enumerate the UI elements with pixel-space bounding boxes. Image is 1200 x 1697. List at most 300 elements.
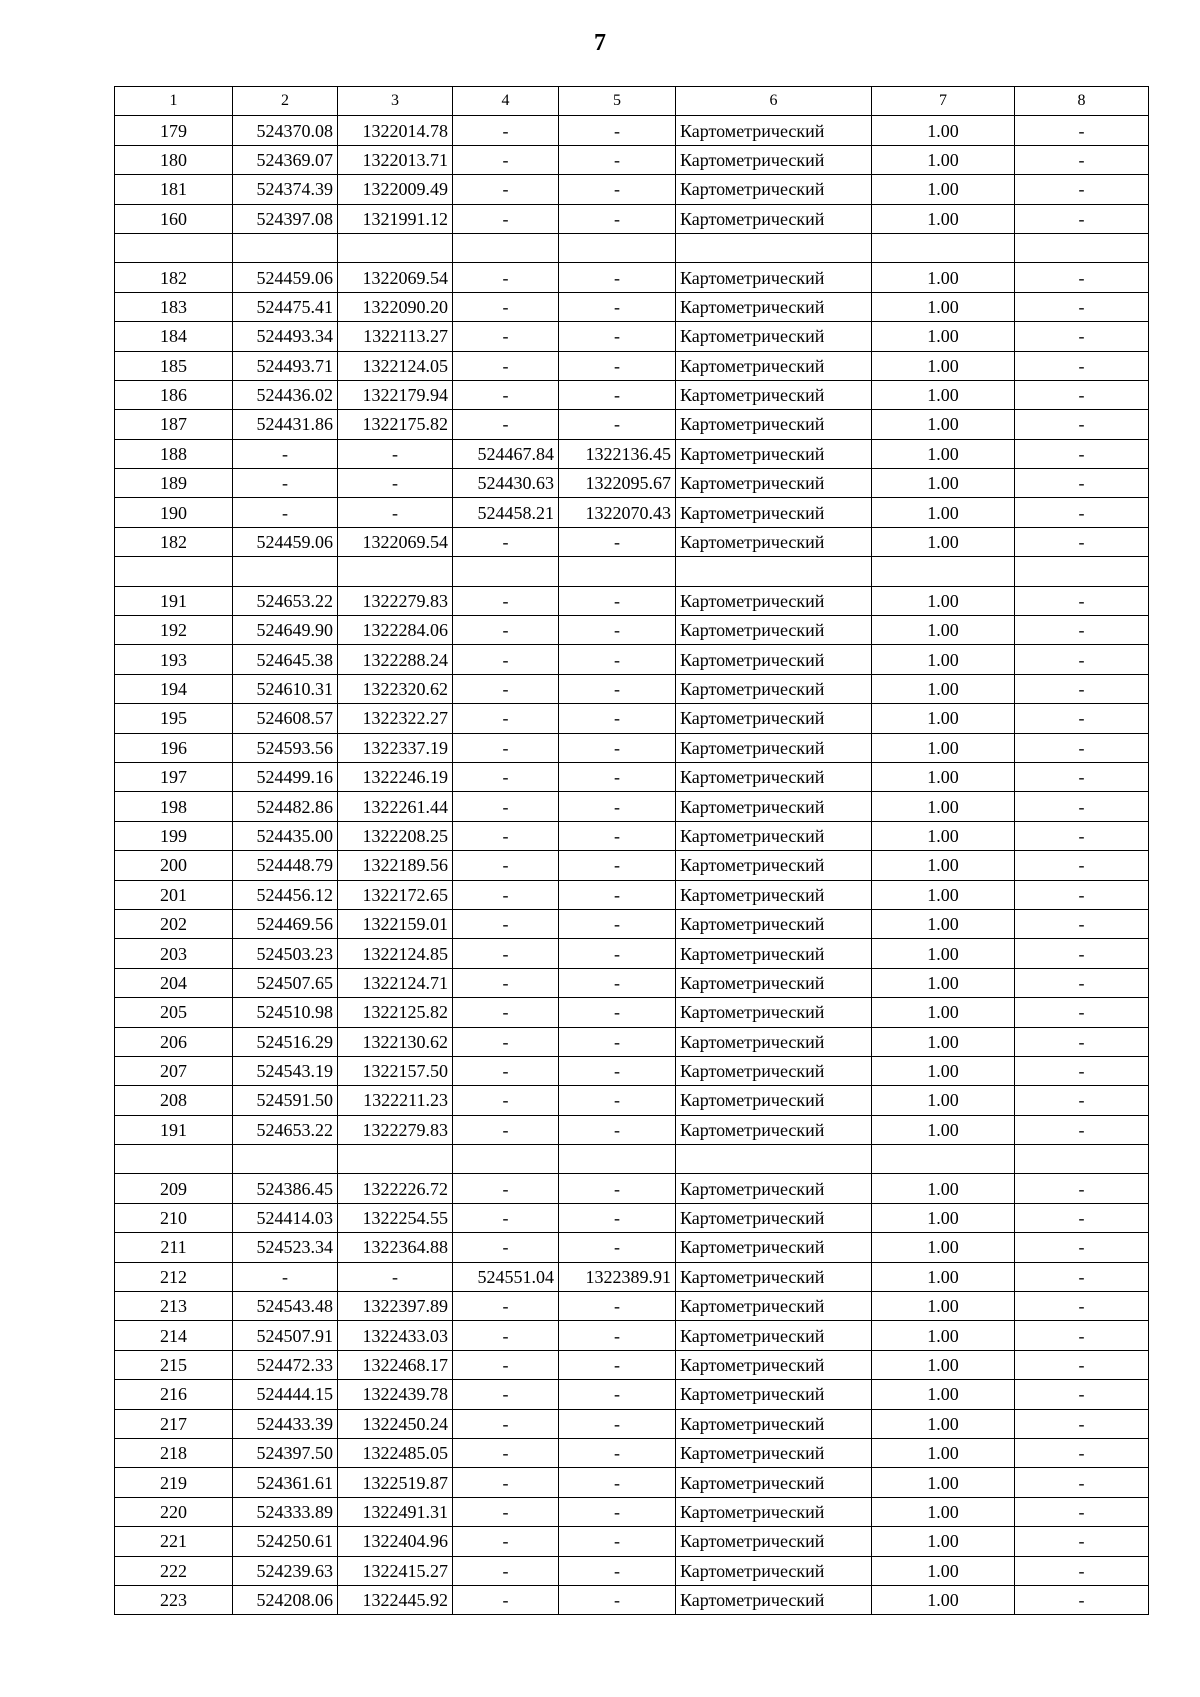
accuracy-cell: 1.00: [872, 909, 1015, 938]
y-coordinate-alt-cell: -: [559, 821, 676, 850]
table-row: [115, 1556, 1149, 1585]
point-number-cell: 202: [115, 909, 233, 938]
y-coordinate-cell: 1322364.88: [338, 1233, 453, 1262]
point-number-cell: 189: [115, 469, 233, 498]
point-number-cell: 205: [115, 998, 233, 1027]
x-coordinate-alt-cell: 524467.84: [453, 439, 559, 468]
note-cell: -: [1015, 1409, 1149, 1438]
table-row: [115, 1262, 1149, 1291]
y-coordinate-cell: [338, 557, 453, 586]
table-row: [115, 616, 1149, 645]
table-row: [115, 733, 1149, 762]
method-cell: Картометрический: [676, 351, 872, 380]
x-coordinate-alt-cell: -: [453, 968, 559, 997]
method-cell: Картометрический: [676, 762, 872, 791]
point-number-cell: 199: [115, 821, 233, 850]
accuracy-cell: 1.00: [872, 968, 1015, 997]
accuracy-cell: 1.00: [872, 322, 1015, 351]
y-coordinate-alt-cell: -: [559, 1027, 676, 1056]
accuracy-cell: 1.00: [872, 1056, 1015, 1085]
x-coordinate-cell: -: [233, 439, 338, 468]
method-cell: Картометрический: [676, 1556, 872, 1585]
y-coordinate-cell: 1322130.62: [338, 1027, 453, 1056]
note-cell: [1015, 557, 1149, 586]
method-cell: Картометрический: [676, 645, 872, 674]
point-number-cell: 183: [115, 292, 233, 321]
y-coordinate-alt-cell: -: [559, 1086, 676, 1115]
point-number-cell: 220: [115, 1497, 233, 1526]
note-cell: -: [1015, 1174, 1149, 1203]
x-coordinate-alt-cell: -: [453, 380, 559, 409]
y-coordinate-cell: 1322397.89: [338, 1292, 453, 1321]
note-cell: -: [1015, 1086, 1149, 1115]
y-coordinate-cell: [338, 233, 453, 262]
y-coordinate-alt-cell: 1322095.67: [559, 469, 676, 498]
x-coordinate-alt-cell: -: [453, 851, 559, 880]
note-cell: -: [1015, 1262, 1149, 1291]
note-cell: -: [1015, 1497, 1149, 1526]
y-coordinate-cell: 1322261.44: [338, 792, 453, 821]
x-coordinate-cell: 524649.90: [233, 616, 338, 645]
y-coordinate-alt-cell: -: [559, 410, 676, 439]
y-coordinate-cell: 1322159.01: [338, 909, 453, 938]
table-row: [115, 1115, 1149, 1144]
table-row: [115, 968, 1149, 997]
y-coordinate-alt-cell: -: [559, 116, 676, 145]
accuracy-cell: 1.00: [872, 1409, 1015, 1438]
y-coordinate-alt-cell: -: [559, 968, 676, 997]
x-coordinate-alt-cell: -: [453, 1292, 559, 1321]
note-cell: -: [1015, 498, 1149, 527]
accuracy-cell: 1.00: [872, 939, 1015, 968]
note-cell: -: [1015, 674, 1149, 703]
note-cell: -: [1015, 1585, 1149, 1614]
method-cell: Картометрический: [676, 968, 872, 997]
table-row: [115, 762, 1149, 791]
point-number-cell: 208: [115, 1086, 233, 1115]
y-coordinate-cell: 1322179.94: [338, 380, 453, 409]
y-coordinate-alt-cell: -: [559, 263, 676, 292]
x-coordinate-cell: [233, 557, 338, 586]
point-number-cell: 193: [115, 645, 233, 674]
x-coordinate-alt-cell: -: [453, 1086, 559, 1115]
y-coordinate-cell: 1322322.27: [338, 704, 453, 733]
y-coordinate-cell: 1322491.31: [338, 1497, 453, 1526]
method-cell: Картометрический: [676, 704, 872, 733]
x-coordinate-alt-cell: -: [453, 1203, 559, 1232]
x-coordinate-cell: 524431.86: [233, 410, 338, 439]
accuracy-cell: 1.00: [872, 821, 1015, 850]
x-coordinate-alt-cell: -: [453, 410, 559, 439]
x-coordinate-cell: 524493.71: [233, 351, 338, 380]
x-coordinate-alt-cell: -: [453, 674, 559, 703]
table-row: [115, 380, 1149, 409]
x-coordinate-alt-cell: -: [453, 762, 559, 791]
method-cell: Картометрический: [676, 1086, 872, 1115]
note-cell: -: [1015, 116, 1149, 145]
y-coordinate-cell: 1322439.78: [338, 1380, 453, 1409]
point-number-cell: 222: [115, 1556, 233, 1585]
accuracy-cell: 1.00: [872, 1203, 1015, 1232]
method-cell: Картометрический: [676, 410, 872, 439]
y-coordinate-cell: -: [338, 439, 453, 468]
x-coordinate-cell: [233, 1145, 338, 1174]
y-coordinate-cell: 1322415.27: [338, 1556, 453, 1585]
x-coordinate-alt-cell: -: [453, 1468, 559, 1497]
point-number-cell: 223: [115, 1585, 233, 1614]
x-coordinate-alt-cell: -: [453, 322, 559, 351]
x-coordinate-alt-cell: -: [453, 733, 559, 762]
table-row: [115, 1056, 1149, 1085]
table-row: [115, 145, 1149, 174]
point-number-cell: 210: [115, 1203, 233, 1232]
y-coordinate-alt-cell: -: [559, 1380, 676, 1409]
x-coordinate-alt-cell: -: [453, 1027, 559, 1056]
method-cell: Картометрический: [676, 880, 872, 909]
note-cell: -: [1015, 616, 1149, 645]
table-row: [115, 586, 1149, 615]
point-number-cell: [115, 557, 233, 586]
x-coordinate-cell: 524374.39: [233, 175, 338, 204]
y-coordinate-cell: 1322433.03: [338, 1321, 453, 1350]
note-cell: -: [1015, 968, 1149, 997]
table-row: [115, 263, 1149, 292]
note-cell: -: [1015, 1203, 1149, 1232]
y-coordinate-cell: 1321991.12: [338, 204, 453, 233]
x-coordinate-cell: 524397.50: [233, 1438, 338, 1467]
accuracy-cell: 1.00: [872, 498, 1015, 527]
y-coordinate-cell: 1322157.50: [338, 1056, 453, 1085]
y-coordinate-alt-cell: -: [559, 1527, 676, 1556]
y-coordinate-cell: 1322125.82: [338, 998, 453, 1027]
y-coordinate-alt-cell: -: [559, 1468, 676, 1497]
accuracy-cell: 1.00: [872, 204, 1015, 233]
method-cell: Картометрический: [676, 263, 872, 292]
method-cell: Картометрический: [676, 439, 872, 468]
x-coordinate-alt-cell: -: [453, 1233, 559, 1262]
table-row: [115, 1468, 1149, 1497]
x-coordinate-alt-cell: [453, 557, 559, 586]
accuracy-cell: 1.00: [872, 674, 1015, 703]
point-number-cell: 204: [115, 968, 233, 997]
y-coordinate-cell: 1322279.83: [338, 586, 453, 615]
note-cell: -: [1015, 1438, 1149, 1467]
point-number-cell: 160: [115, 204, 233, 233]
point-number-cell: 214: [115, 1321, 233, 1350]
accuracy-cell: 1.00: [872, 351, 1015, 380]
x-coordinate-cell: 524493.34: [233, 322, 338, 351]
y-coordinate-alt-cell: -: [559, 322, 676, 351]
x-coordinate-alt-cell: 524458.21: [453, 498, 559, 527]
table-row: [115, 1321, 1149, 1350]
y-coordinate-alt-cell: -: [559, 880, 676, 909]
x-coordinate-alt-cell: -: [453, 1380, 559, 1409]
table-row: [115, 880, 1149, 909]
x-coordinate-cell: 524397.08: [233, 204, 338, 233]
point-number-cell: 186: [115, 380, 233, 409]
method-cell: Картометрический: [676, 116, 872, 145]
note-cell: -: [1015, 204, 1149, 233]
x-coordinate-cell: 524645.38: [233, 645, 338, 674]
x-coordinate-cell: 524459.06: [233, 527, 338, 556]
x-coordinate-alt-cell: -: [453, 792, 559, 821]
point-number-cell: 219: [115, 1468, 233, 1497]
accuracy-cell: 1.00: [872, 1380, 1015, 1409]
accuracy-cell: [872, 233, 1015, 262]
y-coordinate-alt-cell: -: [559, 527, 676, 556]
x-coordinate-alt-cell: -: [453, 1556, 559, 1585]
note-cell: -: [1015, 439, 1149, 468]
table-row: [115, 292, 1149, 321]
note-cell: -: [1015, 380, 1149, 409]
note-cell: -: [1015, 1027, 1149, 1056]
method-cell: Картометрический: [676, 322, 872, 351]
table-row: [115, 821, 1149, 850]
x-coordinate-cell: 524510.98: [233, 998, 338, 1027]
x-coordinate-alt-cell: -: [453, 939, 559, 968]
header-cell: 1: [115, 87, 233, 116]
x-coordinate-alt-cell: -: [453, 175, 559, 204]
method-cell: Картометрический: [676, 1027, 872, 1056]
table-row: [115, 998, 1149, 1027]
x-coordinate-cell: 524433.39: [233, 1409, 338, 1438]
y-coordinate-alt-cell: -: [559, 998, 676, 1027]
method-cell: Картометрический: [676, 792, 872, 821]
x-coordinate-cell: 524370.08: [233, 116, 338, 145]
point-number-cell: 206: [115, 1027, 233, 1056]
x-coordinate-alt-cell: -: [453, 821, 559, 850]
accuracy-cell: 1.00: [872, 645, 1015, 674]
point-number-cell: 200: [115, 851, 233, 880]
method-cell: Картометрический: [676, 1585, 872, 1614]
x-coordinate-cell: 524523.34: [233, 1233, 338, 1262]
x-coordinate-cell: 524472.33: [233, 1350, 338, 1379]
y-coordinate-alt-cell: -: [559, 733, 676, 762]
y-coordinate-alt-cell: -: [559, 1585, 676, 1614]
x-coordinate-cell: 524475.41: [233, 292, 338, 321]
x-coordinate-alt-cell: -: [453, 880, 559, 909]
table-row: [115, 645, 1149, 674]
method-cell: Картометрический: [676, 1292, 872, 1321]
x-coordinate-alt-cell: 524430.63: [453, 469, 559, 498]
y-coordinate-alt-cell: -: [559, 704, 676, 733]
accuracy-cell: 1.00: [872, 851, 1015, 880]
method-cell: Картометрический: [676, 1527, 872, 1556]
method-cell: Картометрический: [676, 1233, 872, 1262]
y-coordinate-cell: 1322189.56: [338, 851, 453, 880]
point-number-cell: 213: [115, 1292, 233, 1321]
accuracy-cell: 1.00: [872, 292, 1015, 321]
x-coordinate-alt-cell: -: [453, 292, 559, 321]
method-cell: Картометрический: [676, 1174, 872, 1203]
x-coordinate-alt-cell: -: [453, 998, 559, 1027]
point-number-cell: 209: [115, 1174, 233, 1203]
y-coordinate-cell: 1322090.20: [338, 292, 453, 321]
x-coordinate-cell: 524516.29: [233, 1027, 338, 1056]
point-number-cell: 217: [115, 1409, 233, 1438]
x-coordinate-cell: 524459.06: [233, 263, 338, 292]
accuracy-cell: 1.00: [872, 1233, 1015, 1262]
header-cell: 6: [676, 87, 872, 116]
accuracy-cell: 1.00: [872, 1556, 1015, 1585]
y-coordinate-cell: 1322320.62: [338, 674, 453, 703]
note-cell: -: [1015, 263, 1149, 292]
table-body: [115, 87, 1149, 1615]
x-coordinate-alt-cell: -: [453, 351, 559, 380]
note-cell: -: [1015, 792, 1149, 821]
y-coordinate-cell: 1322009.49: [338, 175, 453, 204]
y-coordinate-cell: [338, 1145, 453, 1174]
method-cell: Картометрический: [676, 1468, 872, 1497]
x-coordinate-cell: 524507.65: [233, 968, 338, 997]
table-row: [115, 175, 1149, 204]
accuracy-cell: 1.00: [872, 116, 1015, 145]
point-number-cell: 218: [115, 1438, 233, 1467]
note-cell: -: [1015, 1556, 1149, 1585]
table-row: [115, 1409, 1149, 1438]
point-number-cell: 188: [115, 439, 233, 468]
page-number: 7: [594, 30, 606, 56]
table-row: [115, 527, 1149, 556]
note-cell: -: [1015, 1056, 1149, 1085]
point-number-cell: 192: [115, 616, 233, 645]
x-coordinate-cell: 524333.89: [233, 1497, 338, 1526]
method-cell: Картометрический: [676, 1203, 872, 1232]
y-coordinate-cell: 1322404.96: [338, 1527, 453, 1556]
note-cell: -: [1015, 704, 1149, 733]
x-coordinate-cell: 524653.22: [233, 1115, 338, 1144]
method-cell: Картометрический: [676, 586, 872, 615]
x-coordinate-alt-cell: -: [453, 704, 559, 733]
table-row: [115, 1350, 1149, 1379]
x-coordinate-cell: 524593.56: [233, 733, 338, 762]
method-cell: Картометрический: [676, 1380, 872, 1409]
accuracy-cell: 1.00: [872, 1115, 1015, 1144]
accuracy-cell: 1.00: [872, 380, 1015, 409]
note-cell: -: [1015, 1115, 1149, 1144]
accuracy-cell: [872, 557, 1015, 586]
note-cell: -: [1015, 469, 1149, 498]
accuracy-cell: 1.00: [872, 616, 1015, 645]
point-number-cell: 203: [115, 939, 233, 968]
accuracy-cell: 1.00: [872, 1438, 1015, 1467]
x-coordinate-cell: 524608.57: [233, 704, 338, 733]
y-coordinate-alt-cell: -: [559, 939, 676, 968]
table-header-row: [115, 87, 1149, 116]
x-coordinate-alt-cell: -: [453, 616, 559, 645]
header-cell: 5: [559, 87, 676, 116]
table-row: [115, 116, 1149, 145]
y-coordinate-alt-cell: -: [559, 1556, 676, 1585]
x-coordinate-alt-cell: -: [453, 116, 559, 145]
table-row: [115, 1174, 1149, 1203]
y-coordinate-alt-cell: [559, 233, 676, 262]
table-row: [115, 909, 1149, 938]
method-cell: [676, 233, 872, 262]
x-coordinate-cell: 524414.03: [233, 1203, 338, 1232]
method-cell: Картометрический: [676, 998, 872, 1027]
note-cell: -: [1015, 909, 1149, 938]
y-coordinate-alt-cell: 1322070.43: [559, 498, 676, 527]
y-coordinate-cell: 1322014.78: [338, 116, 453, 145]
x-coordinate-cell: [233, 233, 338, 262]
y-coordinate-alt-cell: -: [559, 645, 676, 674]
table-row: [115, 1497, 1149, 1526]
table-row: [115, 1438, 1149, 1467]
y-coordinate-cell: 1322208.25: [338, 821, 453, 850]
x-coordinate-alt-cell: -: [453, 909, 559, 938]
method-cell: Картометрический: [676, 1115, 872, 1144]
y-coordinate-alt-cell: -: [559, 351, 676, 380]
point-number-cell: 216: [115, 1380, 233, 1409]
x-coordinate-alt-cell: -: [453, 1585, 559, 1614]
accuracy-cell: 1.00: [872, 733, 1015, 762]
y-coordinate-alt-cell: -: [559, 1497, 676, 1526]
y-coordinate-cell: 1322254.55: [338, 1203, 453, 1232]
accuracy-cell: 1.00: [872, 410, 1015, 439]
y-coordinate-alt-cell: -: [559, 674, 676, 703]
x-coordinate-cell: 524482.86: [233, 792, 338, 821]
point-number-cell: 182: [115, 263, 233, 292]
note-cell: -: [1015, 1292, 1149, 1321]
header-cell: 8: [1015, 87, 1149, 116]
y-coordinate-cell: 1322519.87: [338, 1468, 453, 1497]
y-coordinate-cell: 1322445.92: [338, 1585, 453, 1614]
point-number-cell: 196: [115, 733, 233, 762]
x-coordinate-cell: 524436.02: [233, 380, 338, 409]
accuracy-cell: 1.00: [872, 145, 1015, 174]
x-coordinate-alt-cell: -: [453, 204, 559, 233]
method-cell: Картометрический: [676, 1056, 872, 1085]
y-coordinate-alt-cell: -: [559, 1292, 676, 1321]
method-cell: Картометрический: [676, 1438, 872, 1467]
note-cell: [1015, 1145, 1149, 1174]
table-row: [115, 1380, 1149, 1409]
y-coordinate-cell: 1322069.54: [338, 527, 453, 556]
point-number-cell: 191: [115, 1115, 233, 1144]
method-cell: Картометрический: [676, 380, 872, 409]
x-coordinate-cell: 524456.12: [233, 880, 338, 909]
y-coordinate-alt-cell: -: [559, 1174, 676, 1203]
note-cell: -: [1015, 1527, 1149, 1556]
note-cell: -: [1015, 880, 1149, 909]
y-coordinate-alt-cell: -: [559, 616, 676, 645]
table-row: [115, 1086, 1149, 1115]
note-cell: -: [1015, 998, 1149, 1027]
y-coordinate-cell: 1322226.72: [338, 1174, 453, 1203]
point-number-cell: 180: [115, 145, 233, 174]
point-number-cell: 211: [115, 1233, 233, 1262]
accuracy-cell: 1.00: [872, 1262, 1015, 1291]
accuracy-cell: [872, 1145, 1015, 1174]
x-coordinate-alt-cell: -: [453, 586, 559, 615]
point-number-cell: 182: [115, 527, 233, 556]
method-cell: Картометрический: [676, 1409, 872, 1438]
note-cell: -: [1015, 851, 1149, 880]
accuracy-cell: 1.00: [872, 1292, 1015, 1321]
y-coordinate-alt-cell: -: [559, 1233, 676, 1262]
table-row: [115, 792, 1149, 821]
method-cell: Картометрический: [676, 145, 872, 174]
x-coordinate-alt-cell: [453, 1145, 559, 1174]
note-cell: -: [1015, 1350, 1149, 1379]
header-cell: 7: [872, 87, 1015, 116]
method-cell: Картометрический: [676, 1321, 872, 1350]
accuracy-cell: 1.00: [872, 1468, 1015, 1497]
table-row: [115, 1027, 1149, 1056]
method-cell: [676, 557, 872, 586]
x-coordinate-alt-cell: -: [453, 1409, 559, 1438]
